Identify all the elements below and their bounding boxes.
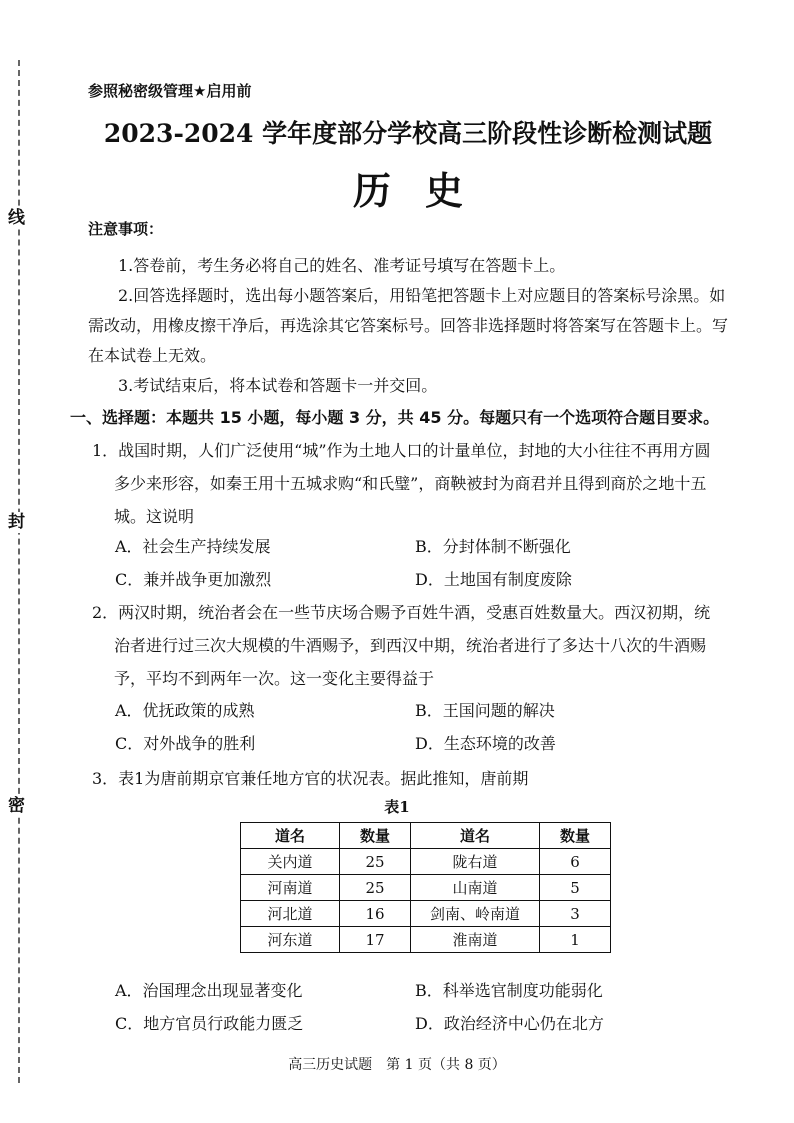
page-footer: 高三历史试题 第 1 页（共 8 页） [288, 1057, 506, 1073]
q1-option-d[interactable]: D．土地国有制度废除 [415, 570, 572, 589]
table-cell: 25 [340, 875, 411, 901]
notice-body [88, 251, 728, 401]
margin-mark-xian: 线 [8, 208, 25, 228]
table-row [241, 875, 611, 901]
margin-mark-feng: 封 [8, 512, 25, 532]
table-cell: 6 [540, 849, 611, 875]
table-cell: 25 [340, 849, 411, 875]
table-1 [240, 822, 611, 953]
q2-option-c[interactable]: C．对外战争的胜利 [115, 734, 256, 753]
q1-option-b[interactable]: B．分封体制不断强化 [415, 537, 571, 556]
table-header-cell: 道名 [241, 823, 340, 849]
table-row [241, 927, 611, 953]
table-header-cell: 数量 [540, 823, 611, 849]
question-1 [92, 434, 722, 533]
table-header-row [241, 823, 611, 849]
question-3 [92, 762, 722, 795]
table-cell: 剑南、岭南道 [411, 901, 540, 927]
table-cell: 河北道 [241, 901, 340, 927]
table-cell: 河东道 [241, 927, 340, 953]
q3-option-c[interactable]: C．地方官员行政能力匮乏 [115, 1014, 304, 1033]
table-cell: 关内道 [241, 849, 340, 875]
table-cell: 17 [340, 927, 411, 953]
subject-title: 历史 [352, 168, 497, 213]
table-cell: 5 [540, 875, 611, 901]
margin-mark-mi: 密 [8, 796, 25, 816]
table-row [241, 901, 611, 927]
q1-option-a[interactable]: A．社会生产持续发展 [115, 537, 271, 556]
secret-label: 参照秘密级管理★启用前 [88, 82, 252, 100]
exam-title: 2023-2024 学年度部分学校高三阶段性诊断检测试题 [103, 119, 713, 148]
question-1-stem: 1．战国时期，人们广泛使用“城”作为土地人口的计量单位，封地的大小往往不再用方圆多少来形容，如秦王用十五城求购“和氏璧”，商鞅被封为商君并且得到商於之地十五城。这说明 [92, 441, 711, 526]
q3-option-a[interactable]: A．治国理念出现显著变化 [115, 981, 303, 1000]
q2-option-d[interactable]: D．生态环境的改善 [415, 734, 556, 753]
table-cell: 淮南道 [411, 927, 540, 953]
table-cell: 山南道 [411, 875, 540, 901]
question-3-stem: 3．表1为唐前期京官兼任地方官的状况表。据此推知，唐前期 [92, 769, 529, 788]
table-header-cell: 数量 [340, 823, 411, 849]
section-heading: 一、选择题：本题共 15 小题，每小题 3 分，共 45 分。每题只有一个选项符合题目要求。 [70, 408, 720, 427]
q3-option-d[interactable]: D．政治经济中心仍在北方 [415, 1014, 604, 1033]
table-row [241, 849, 611, 875]
notice-item-1: 1.答卷前，考生务必将自己的姓名、准考证号填写在答题卡上。 [118, 256, 566, 275]
table-cell: 河南道 [241, 875, 340, 901]
question-2-stem: 2．两汉时期，统治者会在一些节庆场合赐予百姓牛酒，受惠百姓数量大。西汉初期，统治者进行过三次大规模的牛酒赐予，到西汉中期，统治者进行了多达十八次的牛酒赐予，平均不到两年一次。这一变化主要得益于 [92, 603, 711, 688]
q1-option-c[interactable]: C．兼并战争更加激烈 [115, 570, 272, 589]
table-cell: 3 [540, 901, 611, 927]
notice-item-3: 3.考试结束后，将本试卷和答题卡一并交回。 [118, 376, 438, 395]
question-1-options [115, 529, 715, 595]
q3-option-b[interactable]: B．科举选官制度功能弱化 [415, 981, 603, 1000]
notice-item-2: 2.回答选择题时，选出每小题答案后，用铅笔把答题卡上对应题目的答案标号涂黑。如需改动，用橡皮擦干净后，再选涂其它答案标号。回答非选择题时将答案写在答题卡上。写在本试卷上无效。 [88, 286, 729, 365]
q2-option-b[interactable]: B．王国问题的解决 [415, 701, 555, 720]
notice-heading: 注意事项： [88, 220, 164, 238]
table-cell: 陇右道 [411, 849, 540, 875]
question-2 [92, 596, 722, 695]
question-2-options [115, 693, 715, 759]
table-1-caption: 表1 [384, 798, 410, 816]
question-3-options [115, 973, 715, 1039]
table-cell: 1 [540, 927, 611, 953]
table-cell: 16 [340, 901, 411, 927]
q2-option-a[interactable]: A．优抚政策的成熟 [115, 701, 255, 720]
table-header-cell: 道名 [411, 823, 540, 849]
